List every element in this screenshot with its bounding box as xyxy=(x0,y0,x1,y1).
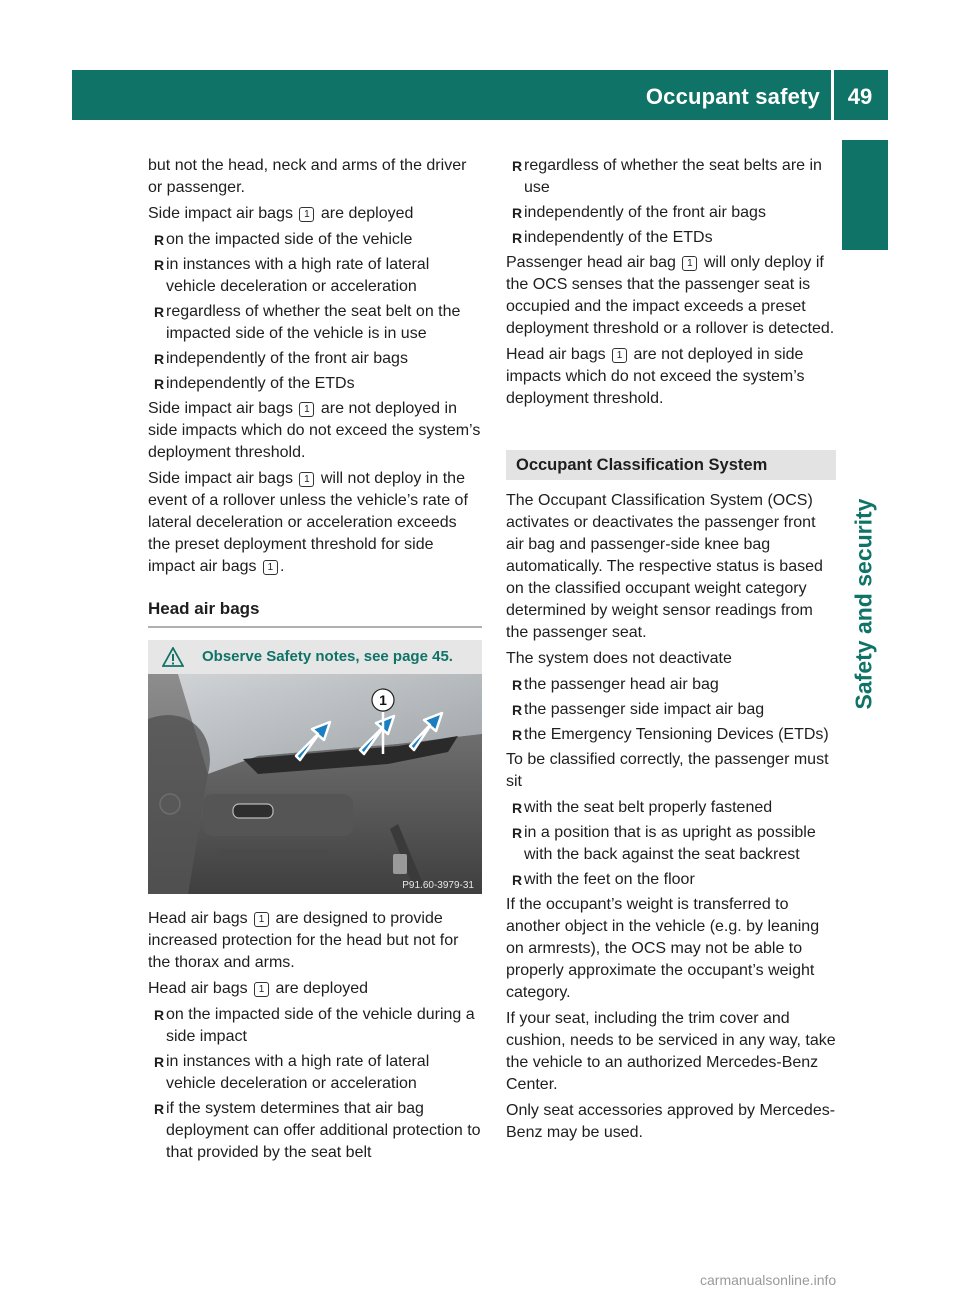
bullet-list xyxy=(506,674,836,746)
bullet-item xyxy=(506,869,836,891)
bullet-item xyxy=(148,254,482,298)
bullet-item xyxy=(148,1051,482,1095)
bullet-list xyxy=(506,155,836,249)
bullet-text: regardless of whether the seat belts are in use xyxy=(524,157,822,196)
bullet-list xyxy=(148,1004,482,1164)
bullet-item xyxy=(148,1004,482,1048)
door-airbag-photo xyxy=(148,674,482,894)
bullet-marker-icon: R xyxy=(154,1007,165,1023)
callout-1-icon: 1 xyxy=(299,207,314,222)
bullet-marker-icon: R xyxy=(154,351,165,367)
bullet-marker-icon: R xyxy=(512,825,523,841)
bullet-text: the passenger side impact air bag xyxy=(524,701,765,718)
section-heading: Occupant Classification System xyxy=(506,450,836,480)
paragraph: If your seat, including the trim cover and cushion, needs to be serviced in any way, take the vehicle to an authorized Mercedes-Benz Center. xyxy=(506,1010,836,1093)
door-airbag-illustration xyxy=(148,674,482,894)
bullet-marker-icon: R xyxy=(512,158,523,174)
paragraph: To be classified correctly, the passenger must sit xyxy=(506,751,829,790)
bullet-text: independently of the ETDs xyxy=(166,375,355,392)
bullet-item xyxy=(506,797,836,819)
paragraph: If the occupant’s weight is transferred to another object in the vehicle (e.g. by leaning on armrests), the OCS may not be able to properly approximate the occupant’s weight category. xyxy=(506,896,820,1001)
bullet-text: in a position that is as upright as possible with the back against the seat backrest xyxy=(524,824,816,863)
bullet-text: regardless of whether the seat belt on the impacted side of the vehicle is in use xyxy=(166,303,461,342)
bullet-text: in instances with a high rate of lateral vehicle deceleration or acceleration xyxy=(166,1053,430,1092)
bullet-item xyxy=(506,202,836,224)
bullet-marker-icon: R xyxy=(154,232,165,248)
page-section-title: Occupant safety xyxy=(645,84,820,109)
bullet-item xyxy=(506,724,836,746)
bullet-marker-icon: R xyxy=(512,800,523,816)
left-column xyxy=(148,155,482,1167)
bullet-marker-icon: R xyxy=(154,304,165,320)
bullet-text: with the seat belt properly fastened xyxy=(524,799,773,816)
page-number: 49 xyxy=(847,84,873,109)
bullet-text: if the system determines that air bag deployment can offer additional protection to that provided by the seat belt xyxy=(166,1100,481,1161)
paragraph: Passenger head air bag 1 will only deploy if the OCS senses that the passenger seat is occupied and the impact exceeds a preset deployment threshold or a rollover is detected. xyxy=(506,254,835,337)
bullet-text: with the feet on the floor xyxy=(524,871,695,888)
bullet-text: independently of the ETDs xyxy=(524,229,713,246)
paragraph: Head air bags 1 are designed to provide increased protection for the head but not for the thorax and arms. xyxy=(148,910,459,971)
bullet-item xyxy=(148,1098,482,1164)
bullet-marker-icon: R xyxy=(154,376,165,392)
callout-1-icon: 1 xyxy=(299,402,314,417)
bullet-item xyxy=(506,155,836,199)
bullet-marker-icon: R xyxy=(154,257,165,273)
bullet-marker-icon: R xyxy=(512,727,523,743)
callout-1-icon: 1 xyxy=(682,256,697,271)
section-heading: Head air bags xyxy=(148,598,482,628)
bullet-marker-icon: R xyxy=(154,1101,165,1117)
callout-1-icon: 1 xyxy=(254,912,269,927)
chapter-label: Safety and security xyxy=(850,498,877,710)
bullet-item xyxy=(148,301,482,345)
paragraph: The Occupant Classification System (OCS) activates or deactivates the passenger front air bag and passenger-side knee bag automatically. The respective status is based on the classified occupant weight category determined by weight sensor readings from the passenger seat. xyxy=(506,492,823,641)
bullet-item xyxy=(506,699,836,721)
bullet-marker-icon: R xyxy=(154,1054,165,1070)
right-column xyxy=(506,155,836,1148)
bullet-item xyxy=(148,229,482,251)
bullet-marker-icon: R xyxy=(512,702,523,718)
image-label: P91.60-3979-31 xyxy=(402,880,474,891)
bullet-text: the passenger head air bag xyxy=(524,676,719,693)
bullet-text: on the impacted side of the vehicle during a side impact xyxy=(166,1006,475,1045)
bullet-item xyxy=(148,373,482,395)
bullet-item xyxy=(506,674,836,696)
bullet-item xyxy=(506,227,836,249)
photo-callout: 1 xyxy=(379,692,387,708)
bullet-text: independently of the front air bags xyxy=(166,350,408,367)
paragraph: Head air bags 1 are not deployed in side impacts which do not exceed the system’s deployment threshold. xyxy=(506,346,805,407)
paragraph: The system does not deactivate xyxy=(506,650,732,667)
callout-1-icon: 1 xyxy=(612,348,627,363)
bullet-list xyxy=(148,229,482,395)
callout-1-icon: 1 xyxy=(299,472,314,487)
warning-box xyxy=(148,640,482,674)
paragraph: Only seat accessories approved by Mercedes-Benz may be used. xyxy=(506,1102,836,1141)
warning-triangle-icon xyxy=(162,647,184,667)
warning-text: Observe Safety notes, see page 45. xyxy=(202,648,453,665)
paragraph: Side impact air bags 1 are not deployed in side impacts which do not exceed the system’s deployment threshold. xyxy=(148,400,481,461)
chapter-tab xyxy=(842,140,888,250)
paragraph: Head air bags 1 are deployed xyxy=(148,980,369,997)
bullet-item xyxy=(148,348,482,370)
bullet-marker-icon: R xyxy=(512,677,523,693)
header-divider xyxy=(831,70,834,120)
bullet-text: in instances with a high rate of lateral vehicle deceleration or acceleration xyxy=(166,256,430,295)
callout-1-icon: 1 xyxy=(254,982,269,997)
bullet-item xyxy=(506,822,836,866)
paragraph: but not the head, neck and arms of the driver or passenger. xyxy=(148,157,467,196)
bullet-marker-icon: R xyxy=(512,872,523,888)
bullet-text: independently of the front air bags xyxy=(524,204,766,221)
bullet-text: the Emergency Tensioning Devices (ETDs) xyxy=(524,726,829,743)
bullet-marker-icon: R xyxy=(512,205,523,221)
paragraph: Side impact air bags 1 are deployed xyxy=(148,205,414,222)
bullet-marker-icon: R xyxy=(512,230,523,246)
bullet-text: on the impacted side of the vehicle xyxy=(166,231,413,248)
paragraph: Side impact air bags 1 will not deploy in the event of a rollover unless the vehicle’s rate of lateral deceleration or acceleration exceeds the preset deployment threshold for side impact air bags 1 . xyxy=(148,470,468,575)
callout-1-icon: 1 xyxy=(263,560,278,575)
watermark: carmanualsonline.info xyxy=(700,1272,837,1288)
bullet-list xyxy=(506,797,836,891)
